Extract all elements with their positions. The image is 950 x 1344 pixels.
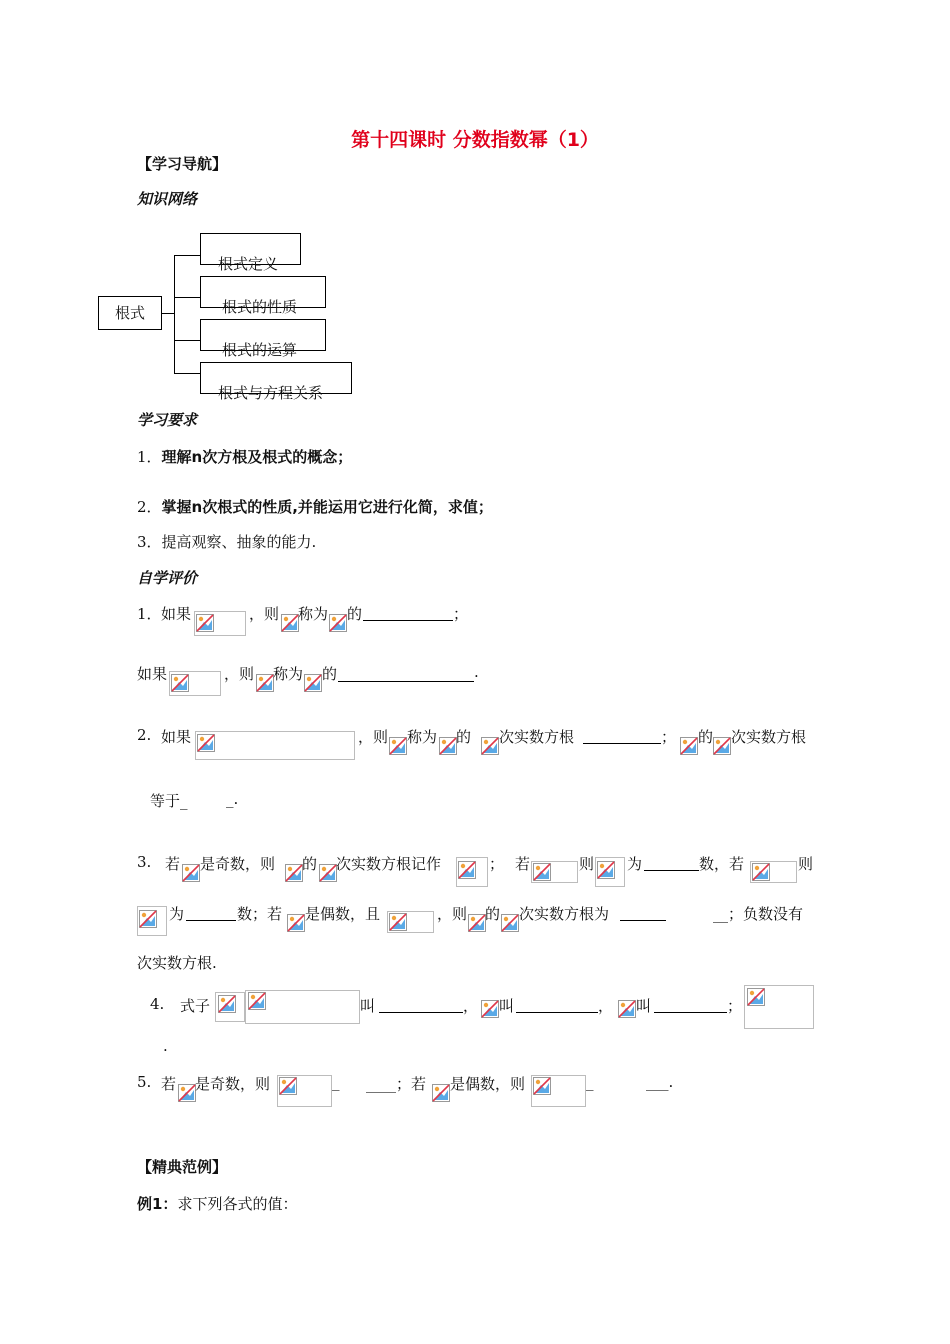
- q-text: 的: [322, 665, 338, 683]
- example-1: [137, 1193, 297, 1214]
- connector-1: [174, 255, 200, 256]
- diagram-branch-2-label: 根式的性质: [222, 298, 298, 316]
- answer-blank: [620, 920, 666, 921]
- broken-image-icon: [281, 614, 299, 632]
- answer-blank: [363, 620, 453, 621]
- example-label: 例1：: [137, 1195, 178, 1213]
- section-examples: 【精典范例】: [137, 1158, 228, 1176]
- broken-image-icon: [178, 1084, 196, 1102]
- broken-image-icon: [389, 913, 407, 931]
- broken-image-icon: [171, 674, 189, 692]
- q-text: 的: [302, 855, 318, 873]
- q-text: ；: [727, 997, 743, 1015]
- broken-image-icon: [458, 861, 476, 879]
- broken-image-icon: [680, 737, 698, 755]
- q-text: 如果: [161, 728, 192, 746]
- connector-4: [174, 373, 200, 374]
- q-text: ___.: [646, 1073, 674, 1091]
- q-text: ，则: [249, 605, 280, 623]
- question-3-line-3: 次实数方根.: [137, 954, 217, 972]
- q-text: 称为: [407, 728, 438, 746]
- broken-image-icon: [439, 737, 457, 755]
- requirement-text: 理解n次方根及根式的概念；: [161, 448, 353, 466]
- connector-trunk: [174, 255, 175, 373]
- q-text: .: [163, 1037, 168, 1055]
- q-text: 则: [579, 855, 595, 873]
- answer-blank: [583, 743, 661, 744]
- q-text: 是偶数，则: [450, 1075, 526, 1093]
- q-text: 若: [515, 855, 531, 873]
- requirement-num: 3．: [137, 533, 162, 551]
- q-text: 是奇数，则: [195, 1075, 271, 1093]
- diagram-branch-3-label: 根式的运算: [222, 341, 298, 359]
- answer-blank: [186, 920, 236, 921]
- q-text: 次实数方根记作: [336, 855, 442, 873]
- broken-image-icon: [501, 914, 519, 932]
- q-text: _: [586, 1073, 594, 1091]
- broken-image-icon: [285, 864, 303, 882]
- q-text: 叫: [636, 997, 652, 1015]
- connector-2: [174, 297, 200, 298]
- q-text: 称为: [273, 665, 304, 683]
- q-text: 是偶数，且: [305, 905, 381, 923]
- broken-image-icon: [256, 674, 274, 692]
- q-text: .: [474, 663, 479, 681]
- q-text: ，则: [224, 665, 255, 683]
- broken-image-icon: [139, 910, 157, 928]
- broken-image-icon: [329, 614, 347, 632]
- answer-blank: [379, 1012, 463, 1013]
- section-requirements: 学习要求: [137, 411, 198, 429]
- broken-image-icon: [389, 737, 407, 755]
- diagram-root: 根式: [98, 296, 162, 330]
- answer-blank: [644, 870, 699, 871]
- broken-image-icon: [197, 734, 215, 752]
- broken-image-icon: [196, 614, 214, 632]
- q-text: ，: [598, 997, 614, 1015]
- page-title: 第十四课时 分数指数幂（1）: [351, 129, 599, 151]
- diagram-branch-4-label: 根式与方程关系: [218, 384, 324, 402]
- broken-image-icon: [597, 861, 615, 879]
- q-text: 次实数方根: [499, 728, 575, 746]
- q-text: 叫: [360, 997, 376, 1015]
- broken-image-icon: [713, 737, 731, 755]
- q-text: 若: [165, 855, 181, 873]
- requirement-3: [137, 531, 316, 552]
- q-text: 如果: [137, 665, 168, 683]
- section-guide: 【学习导航】: [137, 155, 228, 173]
- broken-image-icon: [319, 864, 337, 882]
- q-text: 次实数方根: [731, 728, 807, 746]
- question-number: 5.: [137, 1073, 152, 1091]
- q-text: ；: [453, 605, 469, 623]
- q-text: 称为: [298, 605, 329, 623]
- q-text: _.: [226, 790, 239, 808]
- broken-image-icon: [618, 1000, 636, 1018]
- q-text: 次实数方根为: [519, 905, 610, 923]
- answer-blank: [338, 681, 474, 682]
- example-text: 求下列各式的值：: [177, 1195, 298, 1213]
- q-text: 的: [698, 728, 714, 746]
- broken-image-icon: [481, 737, 499, 755]
- q-text: ____；若: [366, 1075, 427, 1093]
- q-text: 的: [485, 905, 501, 923]
- q-text: ；: [661, 728, 677, 746]
- answer-blank: [516, 1012, 598, 1013]
- formula-placeholder: [195, 731, 355, 760]
- q-text: 叫: [499, 997, 515, 1015]
- requirement-1: [137, 446, 352, 467]
- section-self-eval: 自学评价: [137, 569, 198, 587]
- broken-image-icon: [182, 864, 200, 882]
- broken-image-icon: [533, 1077, 551, 1095]
- q-text: 数，若: [699, 855, 745, 873]
- q-text: ，则: [358, 728, 389, 746]
- broken-image-icon: [432, 1084, 450, 1102]
- question-number: 1．: [137, 605, 162, 623]
- broken-image-icon: [533, 863, 551, 881]
- q-text: 等于_: [150, 792, 188, 810]
- requirement-num: 1．: [137, 448, 162, 466]
- requirement-2: [137, 496, 493, 517]
- broken-image-icon: [468, 914, 486, 932]
- requirement-text: 掌握n次根式的性质,并能运用它进行化简，求值；: [161, 498, 493, 516]
- section-network: 知识网络: [137, 190, 198, 208]
- broken-image-icon: [481, 1000, 499, 1018]
- requirement-text: 提高观察、抽象的能力.: [161, 533, 317, 551]
- q-text: 的: [347, 605, 363, 623]
- q-text: 若: [161, 1075, 177, 1093]
- q-text: 数；若: [237, 905, 283, 923]
- broken-image-icon: [287, 914, 305, 932]
- question-number: 2.: [137, 726, 152, 744]
- q-text: 的: [456, 728, 472, 746]
- answer-blank: [654, 1012, 727, 1013]
- broken-image-icon: [248, 992, 266, 1010]
- q-text: ，则: [437, 905, 468, 923]
- q-text: 为: [627, 855, 643, 873]
- question-number: 3.: [137, 853, 152, 871]
- q-text: 则: [798, 855, 814, 873]
- q-text: _: [332, 1073, 340, 1091]
- broken-image-icon: [304, 674, 322, 692]
- broken-image-icon: [752, 863, 770, 881]
- q-text: 是奇数，则: [200, 855, 276, 873]
- q-text: 如果: [161, 605, 192, 623]
- q-text: 为: [169, 905, 185, 923]
- connector-3: [174, 340, 200, 341]
- q-text: ，: [463, 997, 479, 1015]
- q-text: ；: [489, 855, 505, 873]
- question-number: 4.: [150, 995, 165, 1013]
- diagram-branch-1-label: 根式定义: [218, 255, 279, 273]
- requirement-num: 2．: [137, 498, 162, 516]
- q-text: 式子: [180, 997, 211, 1015]
- broken-image-icon: [279, 1077, 297, 1095]
- q-text: __；负数没有: [713, 905, 804, 923]
- broken-image-icon: [747, 988, 765, 1006]
- broken-image-icon: [218, 995, 236, 1013]
